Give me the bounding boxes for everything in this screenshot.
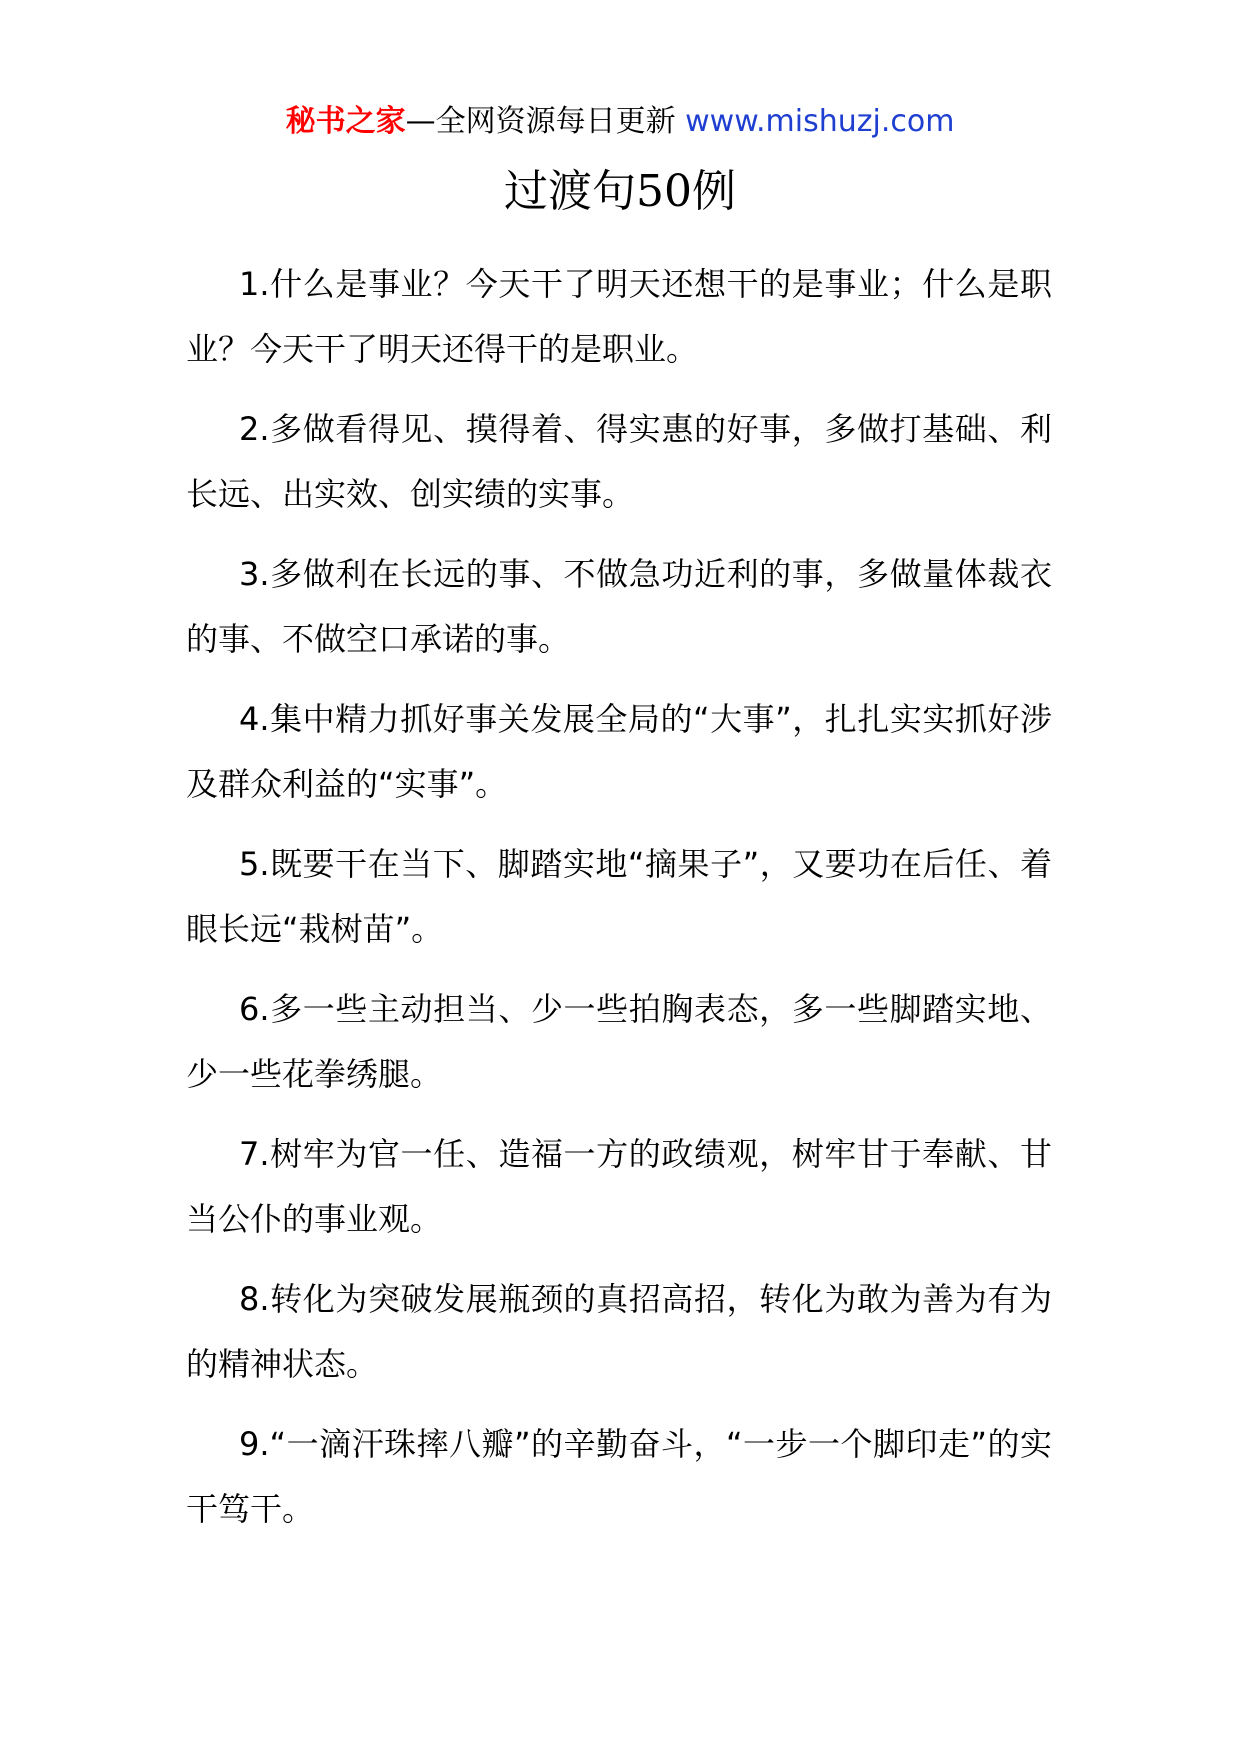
list-item: 4.集中精力抓好事关发展全局的“大事”，扎扎实实抓好涉及群众利益的“实事”。 (186, 700, 1052, 803)
header-tagline: —全网资源每日更新 (405, 104, 676, 139)
list-item: 7.树牢为官一任、造福一方的政绩观，树牢甘于奉献、甘当公仆的事业观。 (186, 1135, 1052, 1238)
title-text: 过渡句 (504, 166, 636, 217)
list-item: 5.既要干在当下、脚踏实地“摘果子”，又要功在后任、着眼长远“栽树苗”。 (186, 845, 1052, 948)
list-item: 2.多做看得见、摸得着、得实惠的好事，多做打基础、利长远、出实效、创实绩的实事。 (186, 410, 1052, 513)
list-item: 8.转化为突破发展瓶颈的真招高招，转化为敢为善为有为的精神状态。 (186, 1280, 1052, 1383)
site-header (0, 100, 1240, 144)
list-item: 6.多一些主动担当、少一些拍胸表态，多一些脚踏实地、少一些花拳绣腿。 (186, 990, 1052, 1093)
brand-name: 秘书之家 (285, 104, 406, 139)
title-suffix: 例 (692, 166, 736, 217)
sentence-list (186, 252, 1052, 1557)
list-item: 1.什么是事业？今天干了明天还想干的是事业；什么是职业？今天干了明天还得干的是职业。 (186, 265, 1052, 368)
list-item: 9.“一滴汗珠摔八瓣”的辛勤奋斗，“一步一个脚印走”的实干笃干。 (186, 1425, 1052, 1528)
title-number: 50 (636, 166, 692, 217)
document-title (0, 160, 1240, 224)
site-url-link[interactable]: www.mishuzj.com (685, 104, 955, 139)
list-item: 3.多做利在长远的事、不做急功近利的事，多做量体裁衣的事、不做空口承诺的事。 (186, 555, 1052, 658)
